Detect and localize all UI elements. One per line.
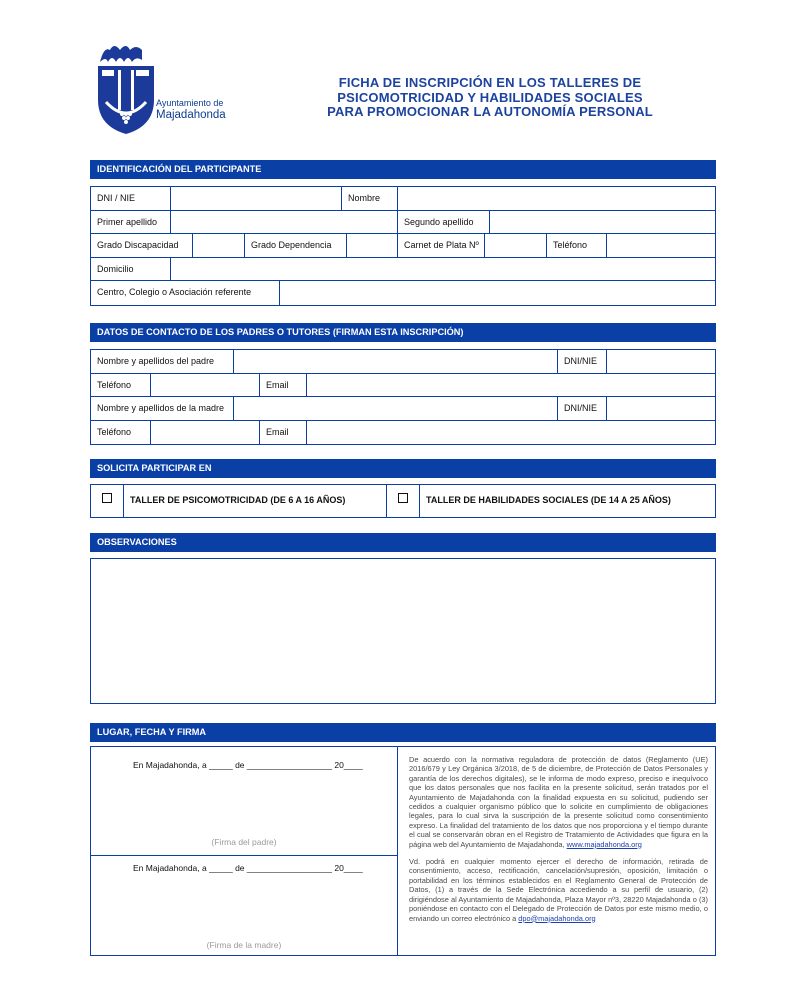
madre-email-field[interactable]	[307, 421, 715, 445]
habilidades-option	[420, 485, 715, 517]
habilidades-label: TALLER DE HABILIDADES SOCIALES (DE 14 A 25 AÑOS)	[426, 495, 671, 505]
domicilio-label: Domicilio	[91, 258, 171, 281]
carnet-field[interactable]	[485, 234, 547, 257]
psicomotricidad-checkbox[interactable]	[102, 493, 112, 503]
domicilio-field[interactable]	[171, 258, 715, 281]
grado-dependencia-field[interactable]	[347, 234, 398, 257]
participant-row-2	[91, 211, 715, 235]
participant-row-5	[91, 281, 715, 305]
padre-dni-label: DNI/NIE	[558, 350, 607, 373]
municipal-crest-logo	[96, 40, 156, 136]
padre-email-field[interactable]	[307, 374, 715, 397]
logo-line2: Majadahonda	[156, 109, 226, 121]
signature-section-heading: LUGAR, FECHA Y FIRMA	[90, 723, 716, 742]
participant-section-heading: IDENTIFICACIÓN DEL PARTICIPANTE	[90, 160, 716, 179]
title-line-1: FICHA DE INSCRIPCIÓN EN LOS TALLERES DE	[338, 75, 642, 90]
madre-row	[91, 397, 715, 421]
participant-row-4	[91, 258, 715, 282]
segundo-apellido-field[interactable]	[490, 211, 715, 234]
participant-row-1	[91, 187, 715, 211]
padre-telefono-field[interactable]	[151, 374, 260, 397]
legal-paragraph-2	[409, 857, 708, 923]
participant-grid	[90, 186, 716, 306]
logo-line1: Ayuntamiento de	[156, 98, 224, 108]
padre-dni-field[interactable]	[607, 350, 715, 373]
madre-field[interactable]	[234, 397, 558, 420]
logo-text	[156, 97, 226, 121]
centro-label: Centro, Colegio o Asociación referente	[91, 281, 280, 305]
legal-text-2: Vd. podrá en cualquier momento ejercer el derecho de información, retirada de consentimiento, acceso, rectificación, cancelación/supresión, oposición, limitación o portabilidad en los términos establecidos en el Reglamento General de Protección de Datos, (1) a través de la Sede Electrónica accediendo a su perfil de usuario, (2) dirigiéndose al Ayuntamiento de Majadahonda, Plaza Mayor nº3, 28220 Majadahonda o (3) poniéndose en contacto con el Delegado de Protección de Datos por este mismo medio, o enviando un correo electrónico a	[409, 857, 708, 923]
centro-field[interactable]	[280, 281, 715, 305]
madre-telefono-field[interactable]	[151, 421, 260, 445]
psicomotricidad-checkbox-cell[interactable]	[91, 485, 124, 517]
participant-row-3	[91, 234, 715, 258]
title-line-2: PSICOMOTRICIDAD Y HABILIDADES SOCIALES	[337, 89, 643, 105]
padre-email-label: Email	[260, 374, 307, 397]
signature-area	[91, 747, 398, 955]
madre-dni-field[interactable]	[607, 397, 715, 420]
nombre-label: Nombre	[342, 187, 398, 210]
madre-email-label: Email	[260, 421, 307, 445]
padre-field[interactable]	[234, 350, 558, 373]
padre-row	[91, 350, 715, 374]
psicomotricidad-option	[124, 485, 387, 517]
telefono-label: Teléfono	[547, 234, 607, 257]
request-section-heading: SOLICITA PARTICIPAR EN	[90, 459, 716, 478]
nombre-field[interactable]	[398, 187, 715, 210]
form-title	[300, 76, 680, 120]
psicomotricidad-label: TALLER DE PSICOMOTRICIDAD (DE 6 A 16 AÑOS)	[130, 495, 346, 505]
father-signature-area[interactable]	[91, 747, 397, 855]
padre-label: Nombre y apellidos del padre	[91, 350, 234, 373]
legal-paragraph-1	[409, 755, 708, 849]
website-link[interactable]: www.majadahonda.org	[566, 839, 642, 849]
data-protection-notice	[409, 755, 708, 923]
padre-contact-row	[91, 374, 715, 398]
father-place-date: En Majadahonda, a _____ de __________________ 20____	[133, 760, 363, 770]
dpo-email-link[interactable]: dpo@majadahonda.org	[518, 913, 596, 923]
parents-section-heading: DATOS DE CONTACTO DE LOS PADRES O TUTORES (FIRMAN ESTA INSCRIPCIÓN)	[90, 323, 716, 342]
signature-box	[90, 746, 716, 956]
mother-signature-caption: (Firma de la madre)	[206, 940, 282, 950]
primer-apellido-label: Primer apellido	[91, 211, 171, 234]
mother-place-date: En Majadahonda, a _____ de __________________ 20____	[133, 863, 363, 873]
habilidades-checkbox[interactable]	[398, 493, 408, 503]
telefono-field[interactable]	[607, 234, 715, 257]
primer-apellido-field[interactable]	[171, 211, 398, 234]
madre-contact-row	[91, 421, 715, 445]
dni-label: DNI / NIE	[91, 187, 171, 210]
observations-field[interactable]	[90, 558, 716, 704]
legal-text-1: De acuerdo con la normativa reguladora de protección de datos (Reglamento (UE) 2016/679 y Ley Orgánica 3/2018, de 5 de diciembre, de Protección de Datos Personales y garantía de los derechos digitales), se le informa de modo expreso, preciso e inequívoco que los datos personales que nos facilita en la presente solicitud, serán tratados por el Ayuntamiento de Majadahonda con la finalidad expuesta en su solicitud, pudiendo ser cedidos a cualquier organismo público que lo solicite en cumplimiento de obligaciones legales, para lo cual sirva la suscripción de la presente solicitud como consentimiento expreso. La finalidad del tratamiento de los datos que nos proporciona y el tiempo durante el cual se conservarán obran en el Registro de Tratamiento de Actividades que figura en la página web del Ayuntamiento de Majadahonda,	[409, 755, 708, 849]
madre-telefono-label: Teléfono	[91, 421, 151, 445]
padre-telefono-label: Teléfono	[91, 374, 151, 397]
segundo-apellido-label: Segundo apellido	[398, 211, 490, 234]
request-grid	[90, 484, 716, 518]
parents-grid	[90, 349, 716, 445]
carnet-label: Carnet de Plata Nº	[398, 234, 485, 257]
dni-field[interactable]	[171, 187, 342, 210]
request-row	[91, 485, 715, 517]
madre-label: Nombre y apellidos de la madre	[91, 397, 234, 420]
observations-section-heading: OBSERVACIONES	[90, 533, 716, 552]
title-line-3: PARA PROMOCIONAR LA AUTONOMÍA PERSONAL	[327, 104, 653, 119]
father-signature-caption: (Firma del padre)	[211, 837, 277, 847]
grado-discapacidad-label: Grado Discapacidad	[91, 234, 193, 257]
mother-signature-area[interactable]	[91, 855, 397, 955]
grado-discapacidad-field[interactable]	[193, 234, 245, 257]
habilidades-checkbox-cell[interactable]	[387, 485, 420, 517]
madre-dni-label: DNI/NIE	[558, 397, 607, 420]
grado-dependencia-label: Grado Dependencia	[245, 234, 347, 257]
